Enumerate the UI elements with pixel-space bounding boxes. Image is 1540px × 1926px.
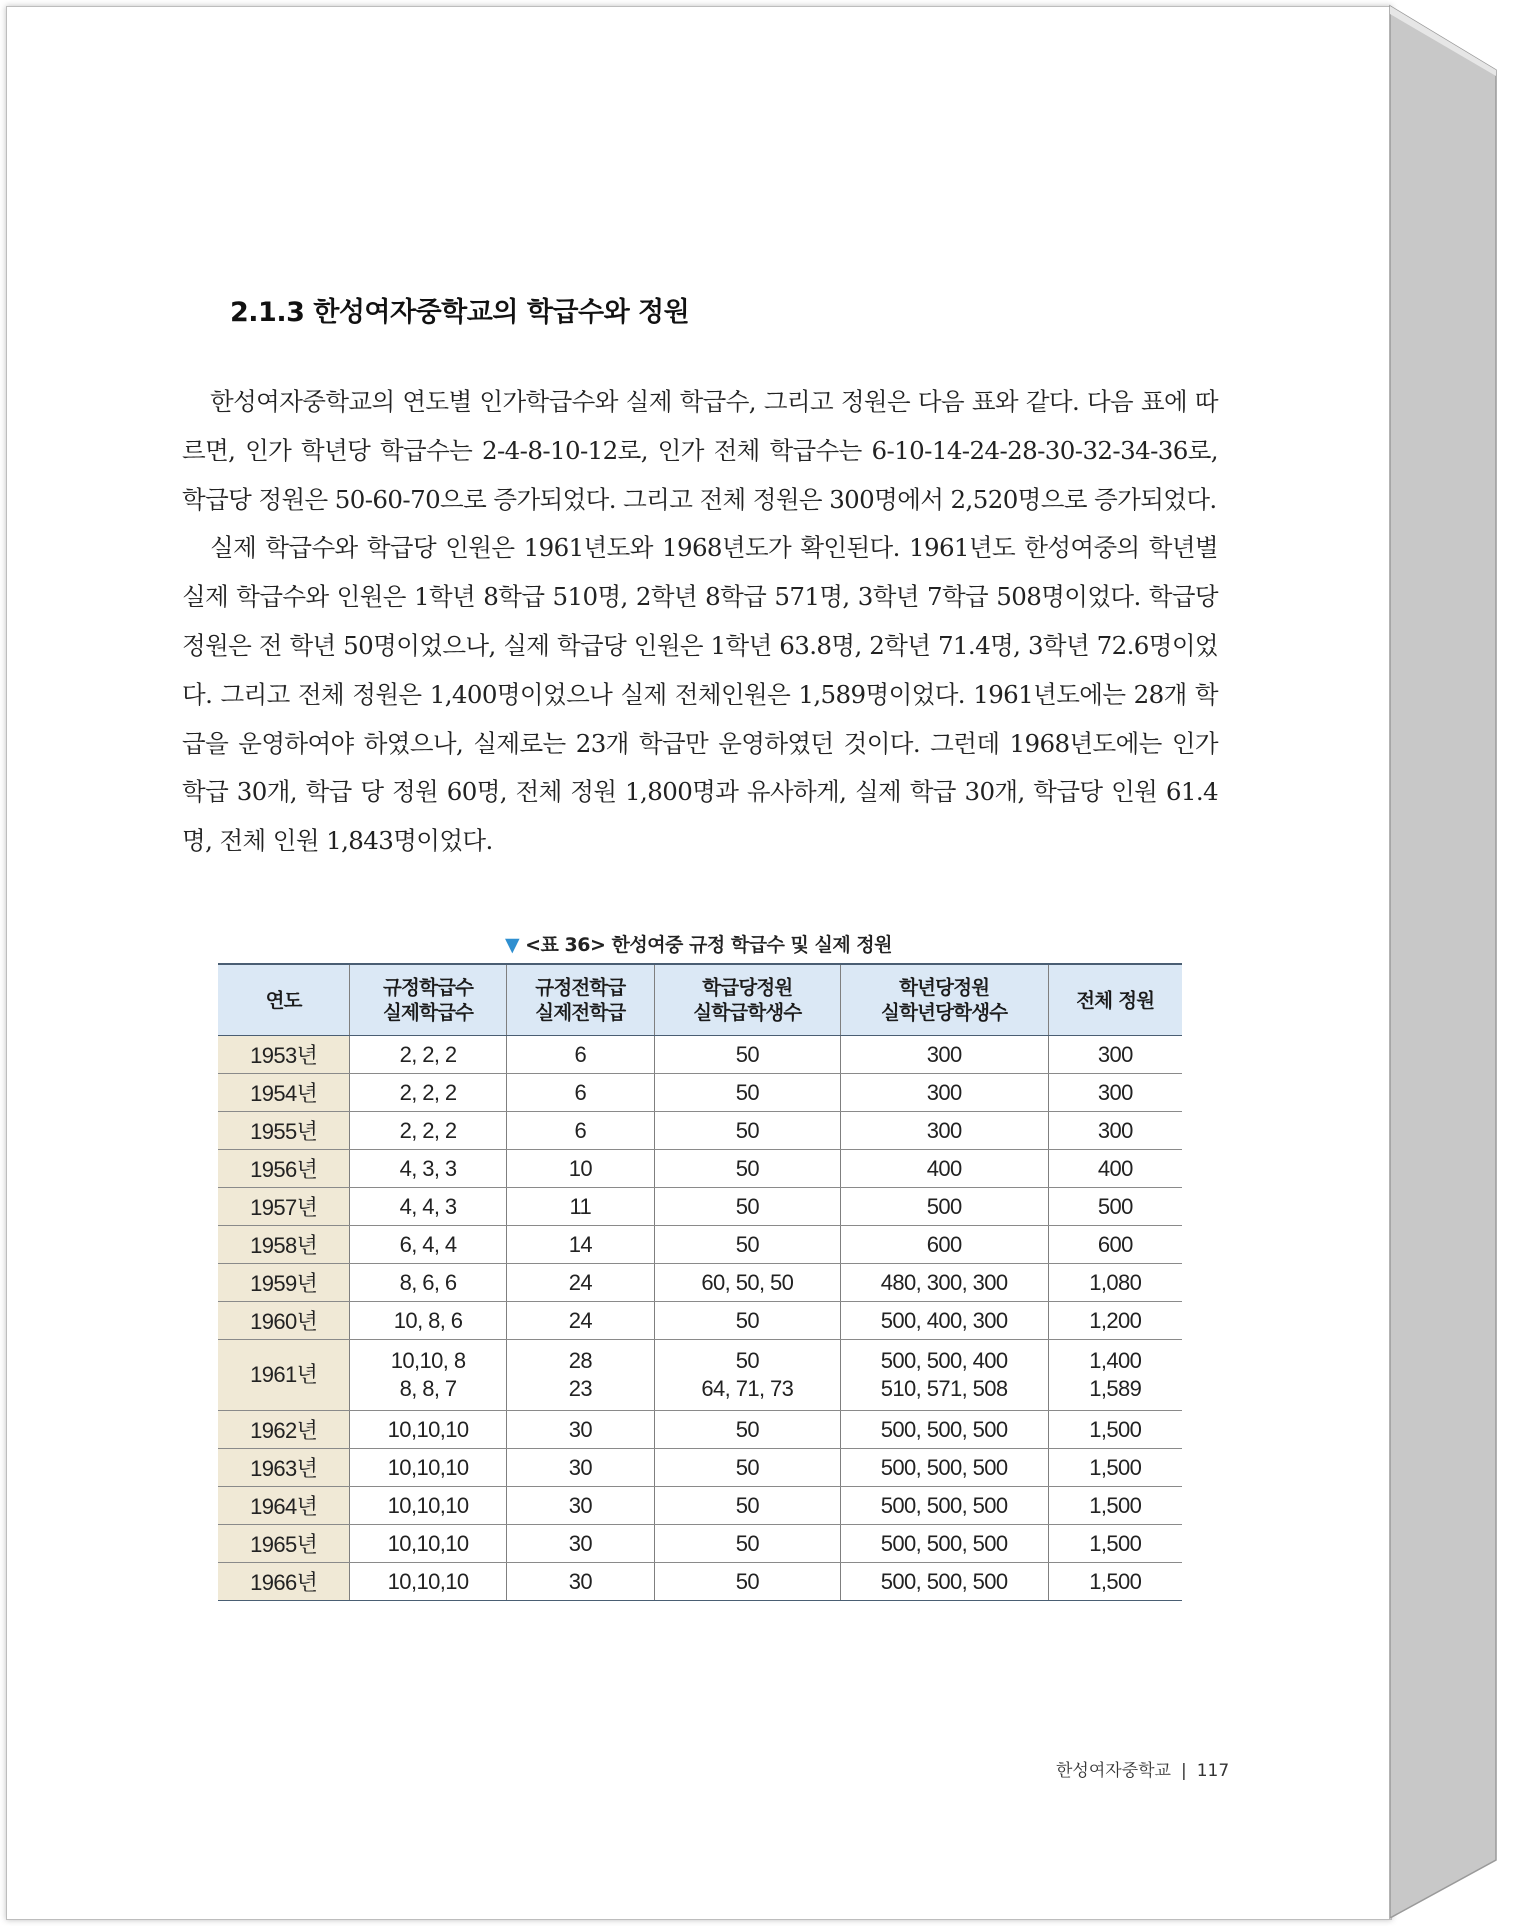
table-cell: 400: [840, 1150, 1048, 1188]
table-cell: 480, 300, 300: [840, 1264, 1048, 1302]
year-cell: 1956년: [218, 1150, 350, 1188]
caption-triangle-icon: ▼: [505, 934, 520, 956]
table-cell: 1,200: [1048, 1302, 1182, 1340]
table-cell: 10, 8, 6: [350, 1302, 506, 1340]
table-cell: 24: [506, 1302, 654, 1340]
header-per-class: 학급당정원 실학급학생수: [654, 964, 840, 1036]
table-cell: 10,10,10: [350, 1525, 506, 1563]
table-cell: 4, 3, 3: [350, 1150, 506, 1188]
section-heading: 2.1.3 한성여자중학교의 학급수와 정원: [230, 297, 690, 328]
table-row: [218, 1188, 1182, 1226]
table-cell: 10,10, 8 8, 8, 7: [350, 1340, 506, 1411]
table-cell: 4, 4, 3: [350, 1188, 506, 1226]
year-cell: 1959년: [218, 1264, 350, 1302]
header-year: 연도: [218, 964, 350, 1036]
table-cell: 6: [506, 1036, 654, 1074]
table-row: [218, 1411, 1182, 1449]
table-cell: 50: [654, 1036, 840, 1074]
table-cell: 1,500: [1048, 1525, 1182, 1563]
table-row: [218, 1487, 1182, 1525]
table-cell: 50 64, 71, 73: [654, 1340, 840, 1411]
table-cell: 1,400 1,589: [1048, 1340, 1182, 1411]
table-cell: 1,500: [1048, 1487, 1182, 1525]
table-header-row: [218, 964, 1182, 1036]
table-row: [218, 1302, 1182, 1340]
table-cell: 30: [506, 1411, 654, 1449]
table-cell: 30: [506, 1487, 654, 1525]
table-cell: 50: [654, 1112, 840, 1150]
caption-text: <표 36> 한성여중 규정 학급수 및 실제 정원: [525, 934, 893, 956]
year-cell: 1962년: [218, 1411, 350, 1449]
year-cell: 1955년: [218, 1112, 350, 1150]
header-total: 전체 정원: [1048, 964, 1182, 1036]
table-cell: 500, 500, 400 510, 571, 508: [840, 1340, 1048, 1411]
table-caption: [505, 930, 892, 957]
page-number: 117: [1196, 1761, 1230, 1781]
table-cell: 8, 6, 6: [350, 1264, 506, 1302]
header-total-classes: 규정전학급 실제전학급: [506, 964, 654, 1036]
year-cell: 1966년: [218, 1563, 350, 1601]
table-cell: 2, 2, 2: [350, 1074, 506, 1112]
year-cell: 1954년: [218, 1074, 350, 1112]
year-cell: 1963년: [218, 1449, 350, 1487]
table-cell: 10,10,10: [350, 1449, 506, 1487]
table-cell: 11: [506, 1188, 654, 1226]
table-cell: 1,500: [1048, 1449, 1182, 1487]
table-cell: 10,10,10: [350, 1487, 506, 1525]
paragraph: 실제 학급수와 학급당 인원은 1961년도와 1968년도가 확인된다. 1961년도 한성여중의 학년별 실제 학급수와 인원은 1학년 8학급 510명, 2학년 8학급 571명, 3학년 7학급 508명이었다. 학급당 정원은 전 학년 50명이었으나, 실제 학급당 인원은 1학년 63.8명, 2학년 71.4명, 3학년 72.6명이었다. 그리고 전체 정원은 1,400명이었으나 실제 전체인원은 1,589명이었다. 1961년도에는 28개 학급을 운영하여야 하였으나, 실제로는 23개 학급만 운영하였던 것이다. 그런데 1968년도에는 인가 학급 30개, 학급 당 정원 60명, 전체 정원 1,800명과 유사하게, 실제 학급 30개, 학급당 인원 61.4명, 전체 인원 1,843명이었다.: [182, 533, 1218, 856]
header-per-grade: 학년당정원 실학년당학생수: [840, 964, 1048, 1036]
year-cell: 1961년: [218, 1340, 350, 1411]
table-cell: 10: [506, 1150, 654, 1188]
table-cell: 6: [506, 1074, 654, 1112]
table-cell: 28 23: [506, 1340, 654, 1411]
table-cell: 14: [506, 1226, 654, 1264]
table-cell: 500, 500, 500: [840, 1411, 1048, 1449]
table-cell: 300: [1048, 1112, 1182, 1150]
table-cell: 2, 2, 2: [350, 1036, 506, 1074]
table-cell: 50: [654, 1188, 840, 1226]
table-cell: 30: [506, 1525, 654, 1563]
table-cell: 50: [654, 1074, 840, 1112]
table-cell: 60, 50, 50: [654, 1264, 840, 1302]
table-cell: 50: [654, 1302, 840, 1340]
table-row: [218, 1563, 1182, 1601]
body-text: [182, 378, 1218, 866]
table-cell: 6, 4, 4: [350, 1226, 506, 1264]
year-cell: 1965년: [218, 1525, 350, 1563]
table-cell: 300: [840, 1036, 1048, 1074]
table-cell: 500: [840, 1188, 1048, 1226]
table-cell: 500, 500, 500: [840, 1563, 1048, 1601]
table-row: [218, 1074, 1182, 1112]
table-cell: 1,500: [1048, 1411, 1182, 1449]
table-cell: 300: [1048, 1074, 1182, 1112]
year-cell: 1964년: [218, 1487, 350, 1525]
table-cell: 500, 400, 300: [840, 1302, 1048, 1340]
table-row: [218, 1112, 1182, 1150]
table-row: [218, 1226, 1182, 1264]
table-cell: 24: [506, 1264, 654, 1302]
table-cell: 500, 500, 500: [840, 1487, 1048, 1525]
table-cell: 600: [840, 1226, 1048, 1264]
table-cell: 10,10,10: [350, 1411, 506, 1449]
class-size-table: [218, 963, 1182, 1601]
year-cell: 1957년: [218, 1188, 350, 1226]
table-cell: 10,10,10: [350, 1563, 506, 1601]
table-cell: 300: [840, 1074, 1048, 1112]
table-cell: 500, 500, 500: [840, 1525, 1048, 1563]
table-cell: 50: [654, 1226, 840, 1264]
table-cell: 1,500: [1048, 1563, 1182, 1601]
table-cell: 50: [654, 1563, 840, 1601]
table-cell: 300: [1048, 1036, 1182, 1074]
table-cell: 50: [654, 1411, 840, 1449]
header-class-count: 규정학급수 실제학급수: [350, 964, 506, 1036]
table-cell: 50: [654, 1487, 840, 1525]
footer-book-title: 한성여자중학교: [1056, 1761, 1171, 1781]
table-cell: 300: [840, 1112, 1048, 1150]
page-footer: [1056, 1756, 1229, 1781]
table-row: [218, 1525, 1182, 1563]
table-row: [218, 1449, 1182, 1487]
table-cell: 500: [1048, 1188, 1182, 1226]
table-row: [218, 1340, 1182, 1411]
table-cell: 600: [1048, 1226, 1182, 1264]
table-row: [218, 1150, 1182, 1188]
table-cell: 50: [654, 1150, 840, 1188]
table-cell: 50: [654, 1525, 840, 1563]
table-cell: 1,080: [1048, 1264, 1182, 1302]
table-cell: 400: [1048, 1150, 1182, 1188]
year-cell: 1958년: [218, 1226, 350, 1264]
table-cell: 50: [654, 1449, 840, 1487]
footer-separator: |: [1180, 1761, 1187, 1781]
table-cell: 2, 2, 2: [350, 1112, 506, 1150]
year-cell: 1960년: [218, 1302, 350, 1340]
table-cell: 30: [506, 1449, 654, 1487]
table-cell: 500, 500, 500: [840, 1449, 1048, 1487]
table-row: [218, 1036, 1182, 1074]
table-row: [218, 1264, 1182, 1302]
year-cell: 1953년: [218, 1036, 350, 1074]
paragraph: 한성여자중학교의 연도별 인가학급수와 실제 학급수, 그리고 정원은 다음 표와 같다. 다음 표에 따르면, 인가 학년당 학급수는 2-4-8-10-12로, 인가 전체 학급수는 6-10-14-24-28-30-32-34-36로, 학급당 정원은 50-60-70으로 증가되었다. 그리고 전체 정원은 300명에서 2,520명으로 증가되었다.: [182, 387, 1218, 514]
table-cell: 6: [506, 1112, 654, 1150]
table-cell: 30: [506, 1563, 654, 1601]
